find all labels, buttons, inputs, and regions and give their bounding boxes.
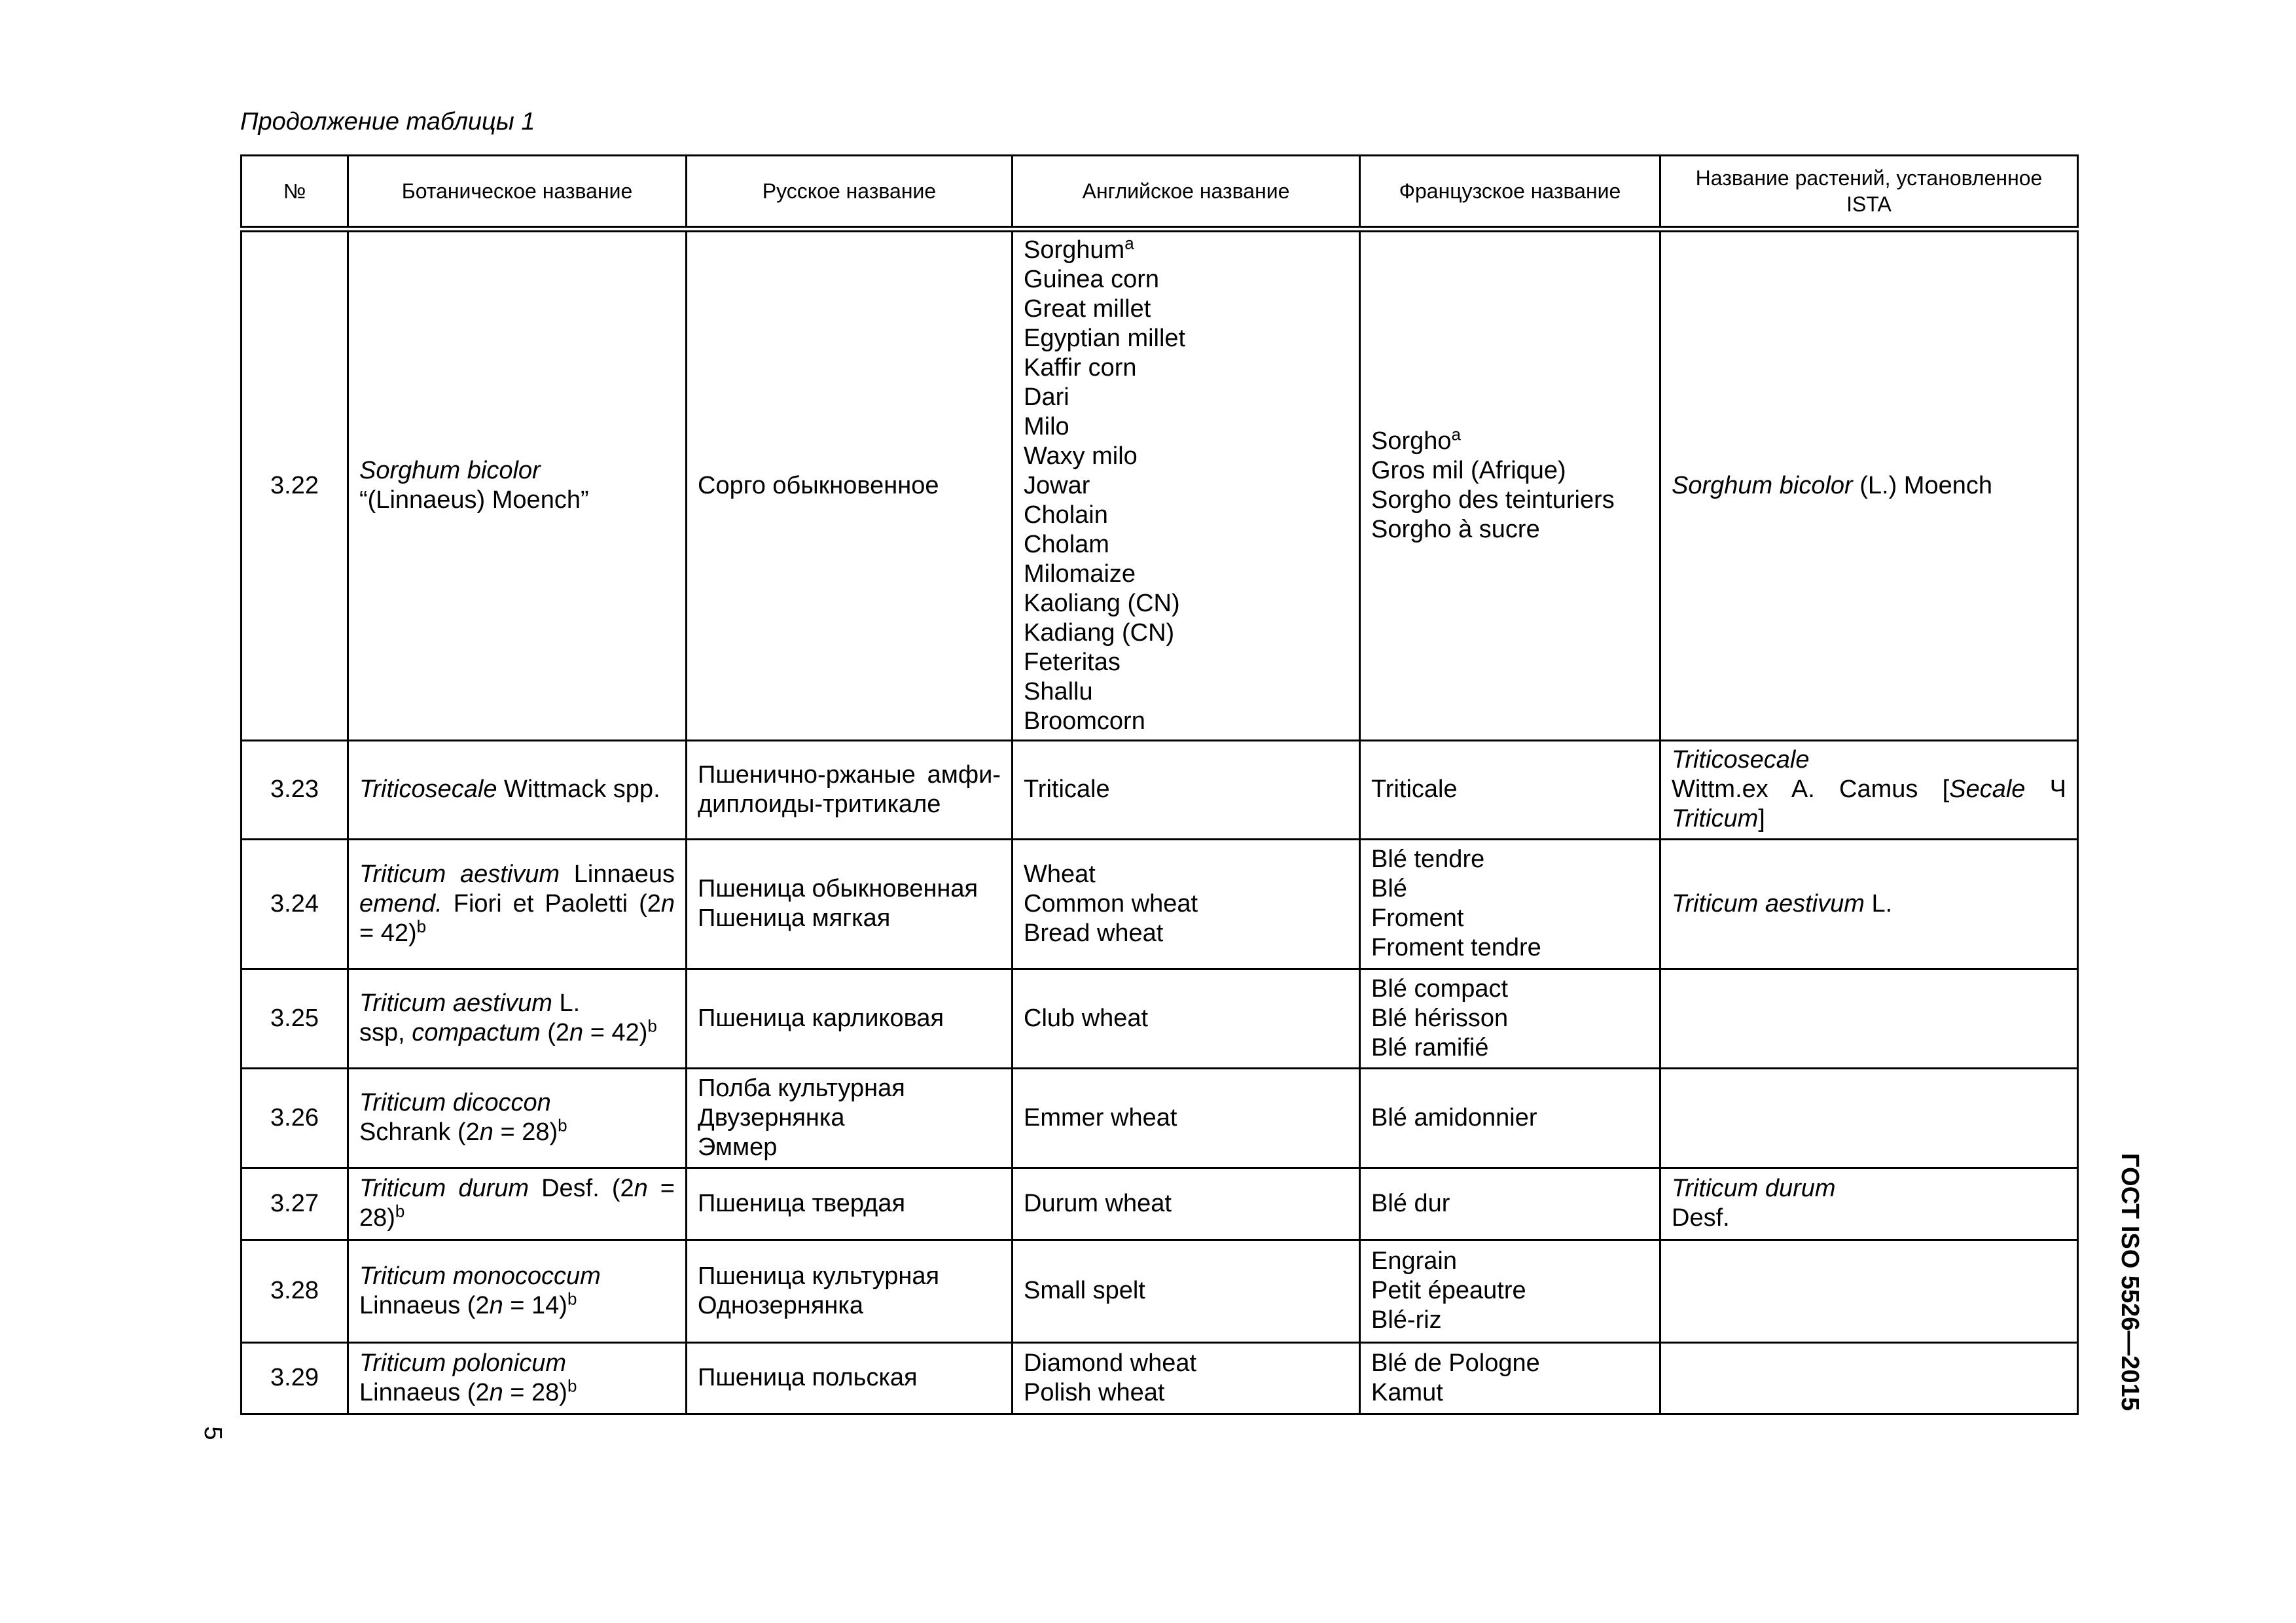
french-name	[1360, 1342, 1660, 1414]
table-row	[242, 839, 2078, 969]
table-row	[242, 1342, 2078, 1414]
botanical-name: Triticum dicoccon Schrank (2n = 28)$^b$	[348, 1068, 687, 1168]
english-name	[1013, 969, 1360, 1068]
species-names-table	[240, 154, 2079, 1415]
header-english-name: Английское название	[1013, 156, 1360, 230]
russian-name	[687, 1342, 1013, 1414]
russian-name-line: Пшеница обыкновенная	[698, 875, 978, 902]
english-name-line: Feteritas	[1024, 648, 1121, 676]
row-number: 3.25	[242, 969, 348, 1068]
russian-name-line: Пшеница польская	[698, 1364, 918, 1391]
russian-name-line: Однозернянка	[698, 1291, 863, 1319]
french-name-line: Blé de Pologne	[1371, 1349, 1540, 1377]
ista-name: Triticosecale Wittm.ex A. Camus [Secale Ч Triticum]	[1660, 740, 2078, 839]
botanical-name: Triticum monococcum Linnaeus (2n = 14)$^b$	[348, 1240, 687, 1342]
english-name-line: Dari	[1024, 383, 1069, 411]
english-name-line: Guinea corn	[1024, 265, 1160, 293]
french-name-line: Froment tendre	[1371, 934, 1541, 961]
header-botanical-name: Ботаническое название	[348, 156, 687, 230]
header-number: №	[242, 156, 348, 230]
botanical-name: Triticosecale Wittmack spp.	[348, 740, 687, 839]
english-name-line: Cholam	[1024, 530, 1109, 558]
ista-name	[1660, 1068, 2078, 1168]
english-name-line: Milomaize	[1024, 560, 1136, 588]
russian-name-line: Полба культурная	[698, 1074, 905, 1102]
russian-name	[687, 1168, 1013, 1240]
french-name-line: Blé amidonnier	[1371, 1103, 1537, 1132]
russian-name-line: Пшеница мягкая	[698, 904, 891, 932]
english-name-line: Kaffir corn	[1024, 353, 1137, 382]
french-name-line: Kamut	[1371, 1378, 1443, 1406]
english-name-line: Waxy milo	[1024, 442, 1138, 470]
table-row	[242, 229, 2078, 740]
english-name	[1013, 740, 1360, 839]
ista-name	[1660, 1342, 2078, 1414]
english-name	[1013, 1068, 1360, 1168]
english-name-line: Bread wheat	[1024, 919, 1164, 947]
english-name-line: Polish wheat	[1024, 1378, 1165, 1406]
french-name-line: Blé	[1371, 875, 1407, 902]
russian-name-line: Пшеница карликовая	[698, 1004, 944, 1032]
english-name-line: Milo	[1024, 412, 1069, 440]
header-french-name: Французское название	[1360, 156, 1660, 230]
english-name-line: Egyptian millet	[1024, 324, 1186, 352]
russian-name-line: Сорго обыкновенное	[698, 471, 939, 499]
table-header-row	[242, 156, 2078, 230]
english-name	[1013, 1168, 1360, 1240]
french-name	[1360, 1240, 1660, 1342]
russian-name-line: Двузернянка	[698, 1103, 845, 1132]
row-number: 3.28	[242, 1240, 348, 1342]
french-name-line: Sorgho des teinturiers	[1371, 486, 1615, 514]
row-number: 3.23	[242, 740, 348, 839]
french-name-line: Froment	[1371, 904, 1464, 932]
french-name-line: Blé tendre	[1371, 846, 1485, 873]
russian-name-line: Пшенично-ржаные амфи-диплоиды-тритикале	[698, 760, 1001, 818]
russian-name	[687, 1240, 1013, 1342]
ista-name: Triticum aestivum L.	[1660, 839, 2078, 969]
french-name	[1360, 229, 1660, 740]
table-row	[242, 969, 2078, 1068]
botanical-name: Sorghum bicolor “(Linnaeus) Moench”	[348, 229, 687, 740]
russian-name	[687, 229, 1013, 740]
french-name-line: Triticale	[1371, 776, 1458, 803]
table-row	[242, 740, 2078, 839]
table-row	[242, 1240, 2078, 1342]
english-name-line: Diamond wheat	[1024, 1349, 1197, 1377]
french-name-line: Engrain	[1371, 1247, 1457, 1275]
french-name-line: Gros mil (Afrique)	[1371, 457, 1566, 485]
header-russian-name: Русское название	[687, 156, 1013, 230]
english-name	[1013, 1342, 1360, 1414]
russian-name	[687, 1068, 1013, 1168]
french-name-line: Blé ramifié	[1371, 1033, 1489, 1061]
english-name-line: Durum wheat	[1024, 1189, 1172, 1217]
ista-name	[1660, 969, 2078, 1068]
english-name-line: Cholain	[1024, 501, 1108, 529]
english-name-line: Wheat	[1024, 860, 1096, 888]
french-name	[1360, 969, 1660, 1068]
russian-name-line: Эммер	[698, 1133, 778, 1161]
french-name	[1360, 1168, 1660, 1240]
russian-name	[687, 839, 1013, 969]
ista-name	[1660, 1240, 2078, 1342]
row-number: 3.22	[242, 229, 348, 740]
english-name	[1013, 229, 1360, 740]
english-name-line: Sorghum$^a$	[1024, 233, 1134, 264]
english-name-line: Shallu	[1024, 677, 1093, 705]
row-number: 3.27	[242, 1168, 348, 1240]
russian-name	[687, 969, 1013, 1068]
document-standard-label: ГОСТ ISO 5526—2015	[2116, 1153, 2144, 1411]
french-name-line: Sorgho$^a$	[1371, 424, 1462, 455]
french-name-line: Blé hérisson	[1371, 1004, 1509, 1032]
french-name-line: Blé-riz	[1371, 1306, 1442, 1334]
ista-name: Sorghum bicolor (L.) Moench	[1660, 229, 2078, 740]
botanical-name: Triticum durum Desf. (2n = 28)$^b$	[348, 1168, 687, 1240]
english-name-line: Triticale	[1024, 776, 1110, 803]
english-name-line: Kaoliang (CN)	[1024, 589, 1180, 617]
table-caption: Продолжение таблицы 1	[240, 108, 535, 135]
header-ista-name: Название растений, установленное ISTA	[1660, 156, 2078, 230]
french-name-line: Petit épeautre	[1371, 1277, 1526, 1304]
english-name-line: Kadiang (CN)	[1024, 618, 1175, 647]
russian-name-line: Пшеница культурная	[698, 1262, 940, 1290]
page-number: 5	[199, 1426, 226, 1440]
botanical-name: Triticum polonicum Linnaeus (2n = 28)$^b$	[348, 1342, 687, 1414]
french-name-line: Sorgho à sucre	[1371, 516, 1540, 544]
table-row	[242, 1068, 2078, 1168]
botanical-name: Triticum aestivum L. ssp, compactum (2n = 42)$^b$	[348, 969, 687, 1068]
english-name	[1013, 839, 1360, 969]
table-row	[242, 1168, 2078, 1240]
english-name-line: Great millet	[1024, 294, 1151, 323]
row-number: 3.29	[242, 1342, 348, 1414]
french-name-line: Blé compact	[1371, 974, 1509, 1003]
english-name-line: Small spelt	[1024, 1277, 1145, 1304]
ista-name: Triticum durum Desf.	[1660, 1168, 2078, 1240]
row-number: 3.26	[242, 1068, 348, 1168]
english-name-line: Broomcorn	[1024, 707, 1145, 735]
french-name	[1360, 839, 1660, 969]
english-name-line: Common wheat	[1024, 889, 1198, 918]
row-number: 3.24	[242, 839, 348, 969]
english-name-line: Club wheat	[1024, 1004, 1149, 1032]
french-name-line: Blé dur	[1371, 1189, 1450, 1217]
russian-name-line: Пшеница твердая	[698, 1189, 906, 1217]
french-name	[1360, 1068, 1660, 1168]
french-name	[1360, 740, 1660, 839]
english-name-line: Emmer wheat	[1024, 1103, 1177, 1132]
russian-name	[687, 740, 1013, 839]
english-name-line: Jowar	[1024, 471, 1090, 499]
english-name	[1013, 1240, 1360, 1342]
botanical-name: Triticum aestivum Linnaeus emend. Fiori et Paoletti (2n = 42)$^b$	[348, 839, 687, 969]
